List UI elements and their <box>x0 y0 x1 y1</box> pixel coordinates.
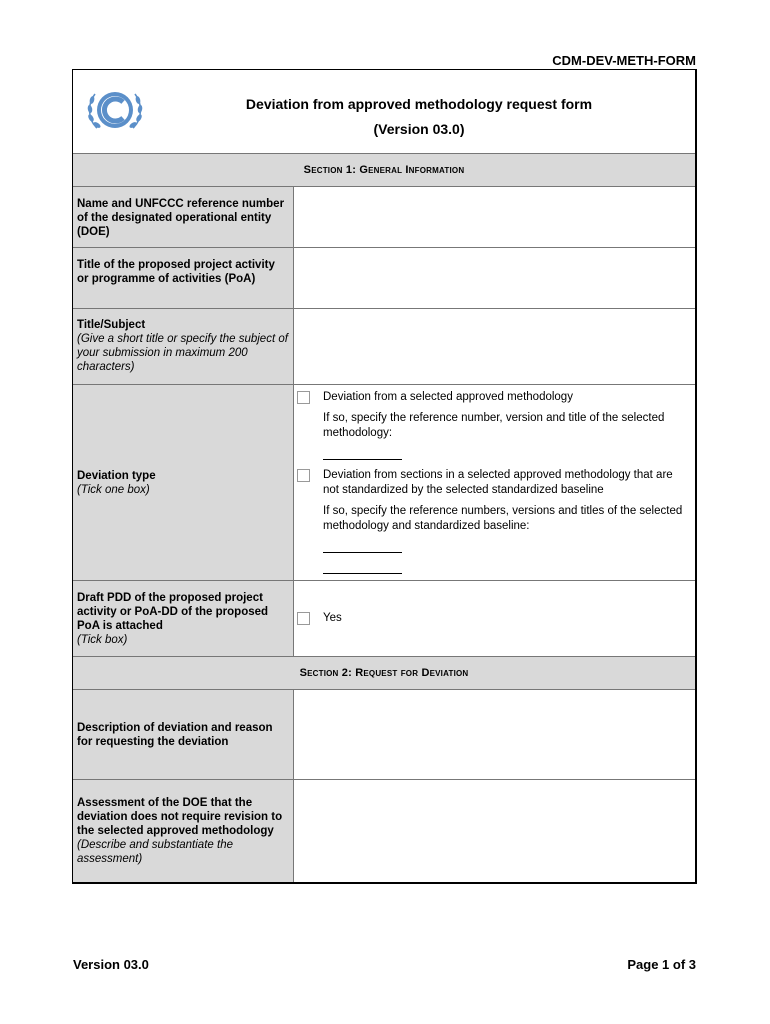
option-2-blank-line-2[interactable] <box>323 572 402 574</box>
doe-row <box>73 187 695 248</box>
description-field[interactable] <box>294 690 695 779</box>
doe-field[interactable] <box>294 187 695 247</box>
option-1-blank-line[interactable] <box>323 458 402 460</box>
assessment-label: Assessment of the DOE that the deviation does not require revision to the selected approved methodology <box>77 797 283 837</box>
assessment-field[interactable] <box>294 780 695 882</box>
subject-field[interactable] <box>294 309 695 384</box>
deviation-methodology-checkbox[interactable] <box>297 391 310 404</box>
project-title-field[interactable] <box>294 248 695 308</box>
option-2-label: Deviation from sections in a selected approved methodology that are not standardized by the selected standardized baseline <box>323 469 673 496</box>
unfccc-logo-icon <box>85 84 145 138</box>
deviation-sections-checkbox[interactable] <box>297 469 310 482</box>
assessment-row <box>73 780 695 882</box>
draft-pdd-label: Draft PDD of the proposed project activity or PoA-DD of the proposed PoA is attached <box>77 591 269 632</box>
option-2-specify: If so, specify the reference numbers, versions and titles of the selected methodology and standardized baseline: <box>323 505 683 532</box>
deviation-type-hint: (Tick one box) <box>77 483 150 496</box>
form-title: Deviation from approved methodology request form <box>245 96 593 112</box>
description-row <box>73 690 695 780</box>
option-1-label: Deviation from a selected approved methodology <box>323 391 573 403</box>
section-2-heading: Section 2: Request for Deviation <box>73 657 695 690</box>
subject-row <box>73 309 695 385</box>
page-number: Page 1 of 3 <box>627 957 696 972</box>
footer-version: Version 03.0 <box>73 957 149 972</box>
draft-pdd-hint: (Tick box) <box>77 633 128 646</box>
draft-attached-checkbox[interactable] <box>297 612 310 625</box>
project-title-label: Title of the proposed project activity or programme of activities (PoA) <box>77 259 275 285</box>
assessment-hint: (Describe and substantiate the assessment) <box>77 839 233 865</box>
draft-pdd-row <box>73 581 695 657</box>
deviation-type-label: Deviation type <box>77 469 156 482</box>
form-table <box>72 69 697 884</box>
form-version: (Version 03.0) <box>373 121 465 137</box>
form-code: CDM-DEV-METH-FORM <box>552 53 696 68</box>
subject-label: Title/Subject <box>77 319 146 331</box>
project-title-row <box>73 248 695 309</box>
form-header <box>73 70 695 154</box>
option-1-specify: If so, specify the reference number, version and title of the selected methodology: <box>323 412 665 439</box>
section-1-heading: Section 1: General Information <box>73 154 695 187</box>
deviation-type-row <box>73 385 695 581</box>
doe-label: Name and UNFCCC reference number of the designated operational entity (DOE) <box>77 198 285 238</box>
description-label: Description of deviation and reason for requesting the deviation <box>77 721 273 748</box>
draft-yes-label: Yes <box>323 612 342 624</box>
option-2-blank-line-1[interactable] <box>323 551 402 553</box>
subject-hint: (Give a short title or specify the subject of your submission in maximum 200 characters) <box>77 333 288 373</box>
